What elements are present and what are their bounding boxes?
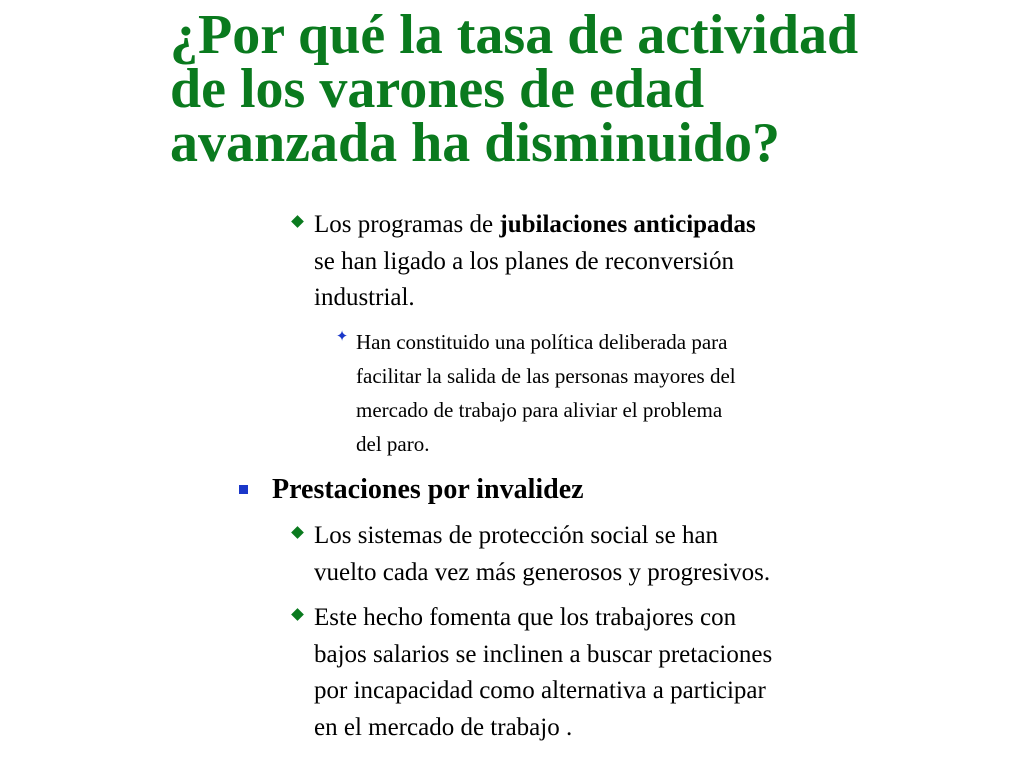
bullet-heading: Prestaciones por invalidez <box>272 474 584 505</box>
star-bullet-icon: ✦ <box>335 327 349 345</box>
bullet-line: vuelto cada vez más generosos y progresivos. <box>314 558 771 586</box>
bullet-line: Este hecho fomenta que los trabajores con <box>314 604 737 631</box>
title-line-1: ¿Por qué la tasa de actividad <box>170 4 859 66</box>
subbullet-deliberate-policy <box>334 325 736 461</box>
bullet-text <box>314 207 756 317</box>
diamond-bullet-icon <box>288 600 306 619</box>
subbullet-line: del paro. <box>356 432 430 456</box>
title-line-3: avanzada ha disminuido? <box>170 112 780 174</box>
bullet-line: se han ligado a los planes de reconversión <box>314 247 735 275</box>
bullet-early-retirement <box>288 207 756 317</box>
diamond-bullet-icon <box>288 207 306 226</box>
bullet-line: en el mercado de trabajo . <box>314 713 573 741</box>
bullet-prefix: Los programas de <box>314 211 500 238</box>
bullet-line: por incapacidad como alternativa a participar <box>314 677 766 704</box>
bullet-line: industrial. <box>314 284 415 311</box>
square-bullet-icon <box>236 473 250 494</box>
bullet-text <box>314 518 770 591</box>
bullet-text <box>314 600 772 746</box>
bullet-social-protection <box>288 518 770 591</box>
slide-title <box>170 4 1020 174</box>
bullet-line <box>314 207 756 244</box>
subbullet-text <box>356 325 736 461</box>
subbullet-line: Han constituido una política deliberada para <box>356 330 728 354</box>
diamond-bullet-icon <box>288 518 306 537</box>
title-line-2: de los varones de edad <box>170 58 705 120</box>
subbullet-line: mercado de trabajo para aliviar el problema <box>356 398 723 422</box>
bullet-line: bajos salarios se inclinen a buscar pretaciones <box>314 640 773 668</box>
bullet-disability-benefits <box>236 473 584 507</box>
subbullet-line: facilitar la salida de las personas mayores del <box>356 364 736 388</box>
bullet-line: Los sistemas de protección social se han <box>314 522 719 549</box>
bullet-low-wage-workers <box>288 600 772 746</box>
bullet-emphasis: jubilaciones anticipadas <box>499 211 756 238</box>
